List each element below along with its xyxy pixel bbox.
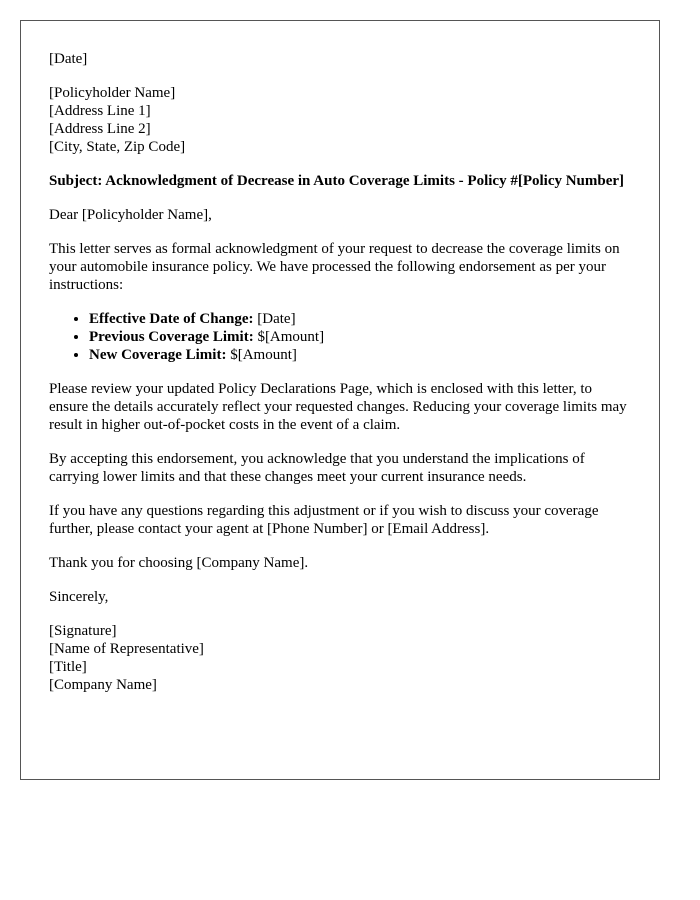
letter-subject: Subject: Acknowledgment of Decrease in Auto Coverage Limits - Policy #[Policy Number] (49, 173, 625, 189)
letter-date: [Date] (49, 51, 88, 67)
recipient-name: [Policyholder Name] (49, 85, 176, 101)
detail-value: [Date] (253, 311, 296, 327)
list-item (89, 346, 631, 364)
company-name: [Company Name] (49, 677, 157, 693)
detail-value: $[Amount] (253, 329, 325, 345)
signature-block (49, 622, 631, 694)
signature: [Signature] (49, 623, 117, 639)
recipient-city-state-zip: [City, State, Zip Code] (49, 139, 186, 155)
closing: Sincerely, (49, 589, 109, 605)
endorsement-details-list (49, 310, 631, 364)
representative-title: [Title] (49, 659, 87, 675)
detail-label: Previous Coverage Limit: (89, 329, 254, 345)
recipient-address (49, 84, 631, 156)
letter (20, 20, 660, 780)
recipient-address-line-2: [Address Line 2] (49, 121, 151, 137)
body-paragraph-3: By accepting this endorsement, you acknowledge that you understand the implications of carrying lower limits and that these changes meet your current insurance needs. (49, 451, 585, 485)
recipient-address-line-1: [Address Line 1] (49, 103, 151, 119)
list-item (89, 310, 631, 328)
body-paragraph-4: If you have any questions regarding this adjustment or if you wish to discuss your coverage further, please contact your agent at [Phone Number] or [Email Address]. (49, 503, 599, 537)
representative-name: [Name of Representative] (49, 641, 204, 657)
body-paragraph-2: Please review your updated Policy Declarations Page, which is enclosed with this letter, to ensure the details accurately reflect your requested changes. Reducing your coverage limits may result in higher out-of-pocket costs in the event of a claim. (49, 381, 627, 433)
detail-label: New Coverage Limit: (89, 347, 227, 363)
detail-value: $[Amount] (226, 347, 297, 363)
detail-label: Effective Date of Change: (89, 311, 254, 327)
thank-you-line: Thank you for choosing [Company Name]. (49, 555, 309, 571)
salutation: Dear [Policyholder Name], (49, 207, 212, 223)
body-paragraph-1: This letter serves as formal acknowledgment of your request to decrease the coverage limits on your automobile insurance policy. We have processed the following endorsement as per your instructions: (49, 241, 620, 293)
list-item (89, 328, 631, 346)
